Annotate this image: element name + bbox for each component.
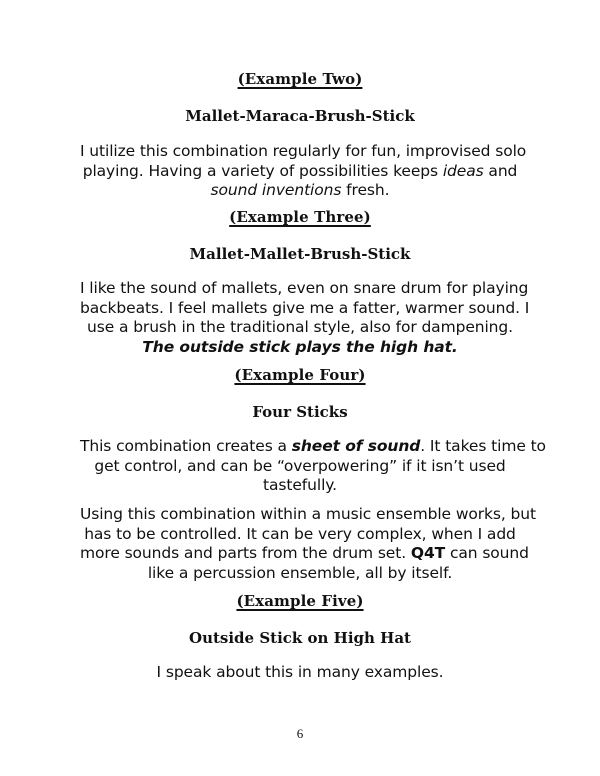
text-run: and bbox=[483, 161, 518, 180]
paragraph-line bbox=[80, 544, 529, 564]
paragraph-line: has to be controlled. It can be very complex, when I add bbox=[84, 524, 516, 543]
paragraph-line: I utilize this combination regularly for fun, improvised solo bbox=[80, 142, 527, 160]
paragraph-line: tastefully. bbox=[263, 476, 337, 494]
example-four-heading: (Example Four) bbox=[234, 366, 366, 384]
text-run: This combination creates a bbox=[80, 437, 292, 455]
paragraph-line bbox=[80, 162, 520, 182]
paragraph-line: like a percussion ensemble, all by itself. bbox=[147, 563, 453, 582]
italic-text: ideas bbox=[442, 161, 484, 180]
paragraph-line: I like the sound of mallets, even on snare drum for playing bbox=[80, 279, 529, 297]
paragraph-line bbox=[80, 181, 520, 201]
text-run: . It takes time to bbox=[420, 437, 546, 455]
example-two-subheading: Mallet-Maraca-Brush-Stick bbox=[185, 107, 415, 125]
example-five-paragraph bbox=[80, 663, 520, 683]
paragraph-line: backbeats. I feel mallets give me a fatter, warmer sound. I bbox=[80, 298, 530, 317]
paragraph-line: I speak about this in many examples. bbox=[156, 663, 444, 681]
example-two-paragraph bbox=[80, 142, 527, 201]
paragraph-line: use a brush in the traditional style, also for dampening. bbox=[87, 318, 513, 336]
example-three-paragraph bbox=[80, 279, 530, 357]
example-three-subheading: Mallet-Mallet-Brush-Stick bbox=[189, 245, 411, 263]
paragraph-line: get control, and can be “overpowering” if it isn’t used bbox=[94, 456, 506, 475]
emphasized-line: The outside stick plays the high hat. bbox=[142, 337, 458, 356]
paragraph-line: Using this combination within a music ensemble works, but bbox=[80, 505, 536, 523]
page-number: 6 bbox=[296, 726, 304, 741]
example-four-paragraph-b bbox=[80, 505, 536, 583]
example-four-subheading: Four Sticks bbox=[252, 403, 348, 421]
example-three-heading: (Example Three) bbox=[229, 208, 371, 226]
example-five-heading: (Example Five) bbox=[236, 592, 364, 610]
emphasized-text: sheet of sound bbox=[291, 437, 421, 455]
italic-text: sound inventions bbox=[210, 181, 342, 199]
text-run: playing. Having a variety of possibilities keeps bbox=[82, 161, 443, 180]
text-run: can sound bbox=[445, 544, 529, 562]
text-run: more sounds and parts from the drum set. bbox=[80, 544, 411, 562]
example-five-subheading: Outside Stick on High Hat bbox=[189, 629, 411, 647]
bold-text: Q4T bbox=[410, 544, 446, 562]
example-four-paragraph-a bbox=[80, 437, 546, 496]
example-two-heading: (Example Two) bbox=[237, 70, 363, 88]
text-run: fresh. bbox=[341, 181, 390, 199]
paragraph-line bbox=[80, 437, 546, 457]
